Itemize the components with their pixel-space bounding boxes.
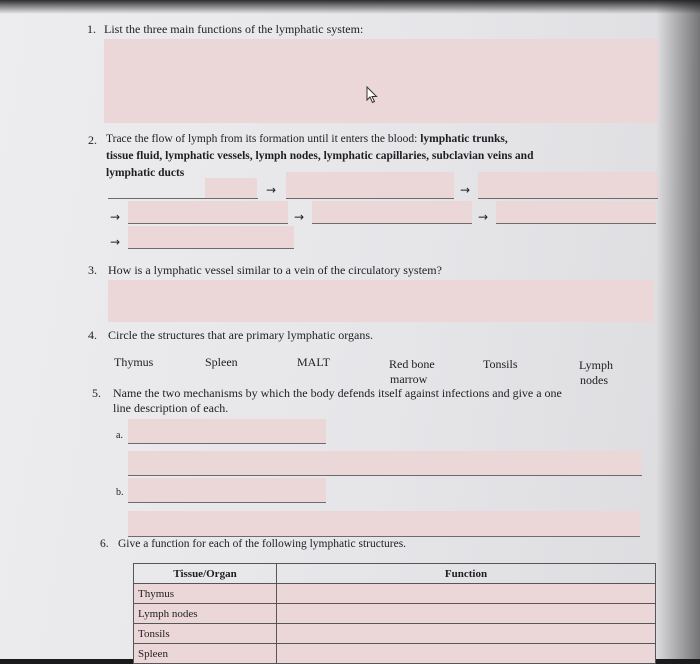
q2-prompt-text: Trace the flow of lymph from its formation until it enters the blood: [106, 133, 421, 145]
q5-number: 5. [92, 386, 101, 400]
photo-shadow-top [0, 0, 700, 14]
option-red-bone-marrow[interactable]: Red bone [389, 357, 435, 371]
q5a-mechanism-line[interactable] [128, 443, 326, 444]
flow-blank-5-box[interactable] [312, 201, 472, 223]
option-spleen[interactable]: Spleen [205, 355, 238, 369]
arrow-right-icon: → [110, 210, 121, 224]
q5-text-line2: line description of each. [113, 401, 229, 415]
function-cell-spleen[interactable] [277, 644, 656, 664]
q5-text-line1: Name the two mechanisms by which the body defends itself against infections and give a one [113, 386, 562, 400]
option-tonsils[interactable]: Tonsils [483, 357, 518, 371]
option-malt[interactable]: MALT [297, 355, 330, 369]
flow-blank-7[interactable] [128, 248, 294, 249]
structures-table [133, 563, 656, 664]
q2-term-list-part3: lymphatic ducts [106, 167, 185, 179]
flow-blank-6[interactable] [496, 223, 656, 224]
q5b-description-line[interactable] [128, 536, 640, 537]
q3-answer-box[interactable] [108, 280, 654, 322]
q1-answer-box[interactable] [104, 39, 658, 123]
flow-blank-1-box[interactable] [205, 178, 257, 198]
q4-text: Circle the structures that are primary lymphatic organs. [108, 328, 374, 342]
q5b-label: b. [116, 487, 124, 498]
q5a-mechanism-box[interactable] [128, 419, 326, 443]
table-header-row [134, 564, 656, 584]
flow-blank-3[interactable] [478, 198, 658, 199]
row-label-thymus: Thymus [134, 584, 277, 604]
option-lymph-nodes[interactable]: Lymph [579, 358, 614, 372]
photo-shadow-right [656, 0, 700, 659]
q5b-description-box[interactable] [128, 511, 640, 536]
arrow-right-icon: → [478, 210, 489, 224]
arrow-right-icon: → [294, 210, 305, 224]
table-row [134, 624, 656, 644]
q1-text: List the three main functions of the lymphatic system: [104, 22, 364, 36]
q5b-mechanism-line[interactable] [128, 502, 326, 503]
q5a-description-line[interactable] [128, 475, 642, 476]
flow-blank-2[interactable] [286, 198, 454, 199]
header-function: Function [277, 564, 656, 584]
row-label-tonsils: Tonsils [134, 624, 277, 644]
flow-blank-1[interactable] [108, 198, 258, 199]
q3-number: 3. [88, 263, 97, 277]
q6-number: 6. [100, 538, 109, 550]
flow-blank-7-box[interactable] [128, 226, 294, 248]
mouse-cursor-icon [365, 86, 379, 104]
function-cell-lymph-nodes[interactable] [277, 604, 656, 624]
flow-blank-6-box[interactable] [496, 201, 656, 223]
q2-term-list-part2: tissue fluid, lymphatic vessels, lymph nodes, lymphatic capillaries, subclavian veins and [106, 150, 534, 162]
option-lymph-nodes-line2[interactable]: nodes [580, 373, 608, 387]
option-thymus[interactable]: Thymus [114, 355, 154, 369]
flow-blank-2-box[interactable] [286, 172, 454, 199]
option-red-bone-marrow-line2[interactable]: marrow [390, 372, 428, 386]
function-cell-thymus[interactable] [277, 584, 656, 604]
q1-number: 1. [87, 22, 96, 36]
arrow-right-icon: → [266, 183, 277, 197]
q2-term-list-part1: lymphatic trunks, [420, 133, 508, 145]
q3-text: How is a lymphatic vessel similar to a vein of the circulatory system? [108, 263, 442, 277]
flow-blank-3-box[interactable] [478, 172, 658, 199]
table-row [134, 644, 656, 664]
q5a-label: a. [116, 430, 123, 441]
q2-prompt [106, 133, 508, 145]
q5a-description-box[interactable] [128, 451, 642, 475]
flow-blank-4-box[interactable] [128, 201, 288, 223]
row-label-lymph-nodes: Lymph nodes [134, 604, 277, 624]
table-row [134, 584, 656, 604]
q4-number: 4. [88, 328, 97, 342]
flow-blank-5[interactable] [312, 223, 472, 224]
q5b-mechanism-box[interactable] [128, 478, 326, 502]
flow-blank-4[interactable] [128, 223, 288, 224]
function-cell-tonsils[interactable] [277, 624, 656, 644]
arrow-right-icon: → [110, 235, 121, 249]
arrow-right-icon: → [460, 183, 471, 197]
row-label-spleen: Spleen [134, 644, 277, 664]
q6-text: Give a function for each of the following lymphatic structures. [118, 538, 407, 550]
table-row [134, 604, 656, 624]
q2-number: 2. [88, 133, 97, 147]
header-tissue-organ: Tissue/Organ [134, 564, 277, 584]
